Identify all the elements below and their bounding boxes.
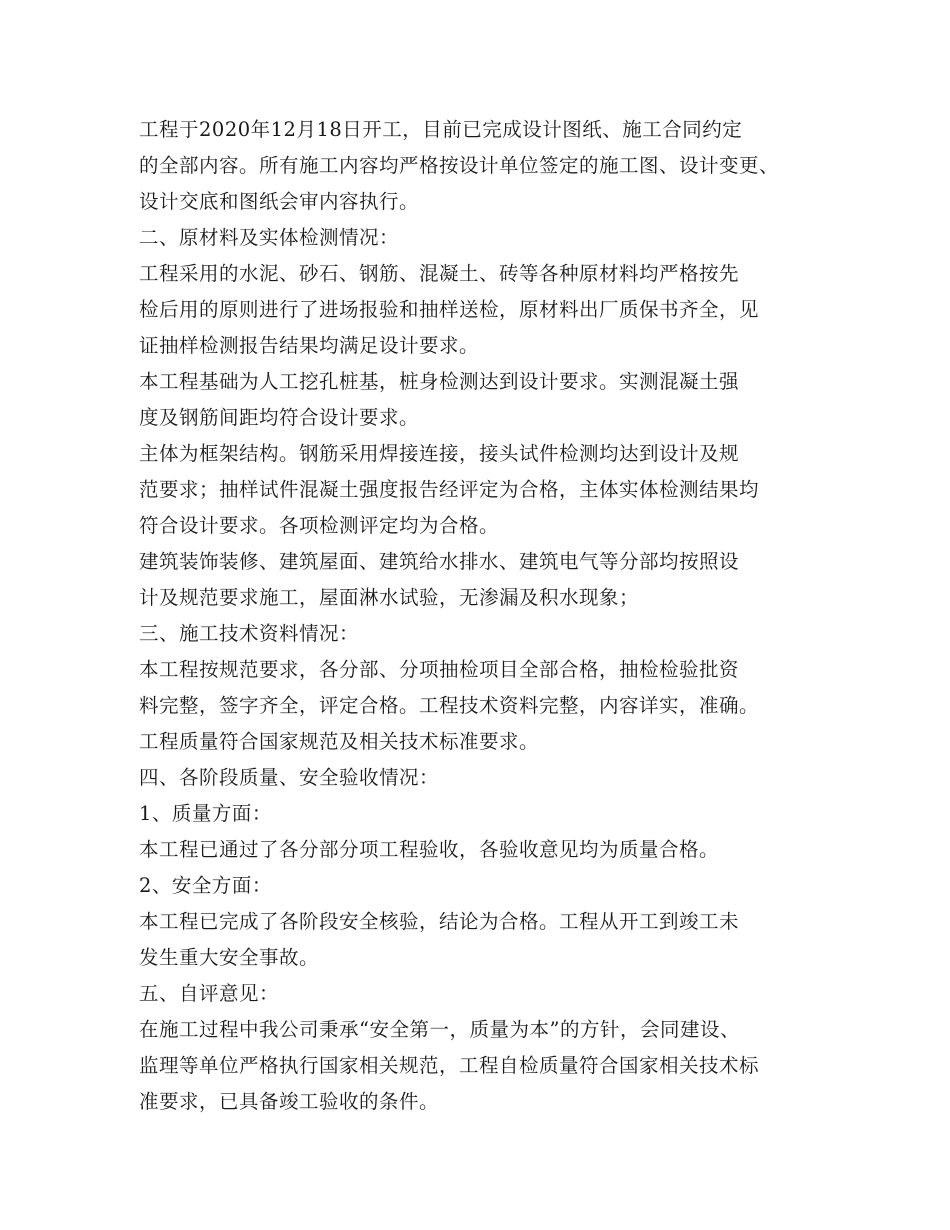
text-line: 度及钢筋间距均符合设计要求。 [139,406,420,429]
text-line: 范要求；抽样试件混凝土强度报告经评定为合格，主体实体检测结果均 [139,478,760,501]
text-line: 计及规范要求施工，屋面淋水试验，无渗漏及积水现象； [139,586,640,609]
text-line: 发生重大安全事故。 [139,946,320,969]
section-heading: 二、原材料及实体检测情况： [139,226,400,249]
text-line: 主体为框架结构。钢筋采用焊接连接，接头试件检测均达到设计及规 [139,442,740,465]
text-line: 本工程基础为人工挖孔桩基，桩身检测达到设计要求。实测混凝土强 [139,370,740,393]
text-line: 工程采用的水泥、砂石、钢筋、混凝土、砖等各种原材料均严格按先 [139,262,740,285]
text-line: 本工程按规范要求，各分部、分项抽检项目全部合格，抽检检验批资 [139,658,740,681]
subsection-heading: 2、安全方面： [139,874,272,897]
text-line: 本工程已完成了各阶段安全核验，结论为合格。工程从开工到竣工未 [139,910,740,933]
text-line: 工程质量符合国家规范及相关技术标准要求。 [139,730,540,753]
section-heading: 三、施工技术资料情况： [139,622,360,645]
document-body [139,112,839,1120]
text-line: 监理等单位严格执行国家相关规范，工程自检质量符合国家相关技术标 [139,1054,760,1077]
text-line: 设计交底和图纸会审内容执行。 [139,190,420,213]
section-heading: 四、各阶段质量、安全验收情况： [139,766,440,789]
text-line: 建筑装饰装修、建筑屋面、建筑给水排水、建筑电气等分部均按照设 [139,550,740,573]
text-line: 在施工过程中我公司秉承“安全第一，质量为本”的方针，会同建设、 [139,1018,740,1041]
text-line: 工程于2020年12月18日开工，目前已完成设计图纸、施工合同约定 [139,118,743,141]
text-line: 证抽样检测报告结果均满足设计要求。 [139,334,480,357]
text-line: 符合设计要求。各项检测评定均为合格。 [139,514,500,537]
text-line: 准要求，已具备竣工验收的条件。 [139,1090,440,1113]
text-line: 检后用的原则进行了进场报验和抽样送检，原材料出厂质保书齐全，见 [139,298,760,321]
text-line: 本工程已通过了各分部分项工程验收，各验收意见均为质量合格。 [139,838,720,861]
text-line: 的全部内容。所有施工内容均严格按设计单位签定的施工图、设计变更、 [139,154,780,177]
text-line: 料完整，签字齐全，评定合格。工程技术资料完整，内容详实，准确。 [139,694,760,717]
subsection-heading: 1、质量方面： [139,802,272,825]
section-heading: 五、自评意见： [139,982,280,1005]
